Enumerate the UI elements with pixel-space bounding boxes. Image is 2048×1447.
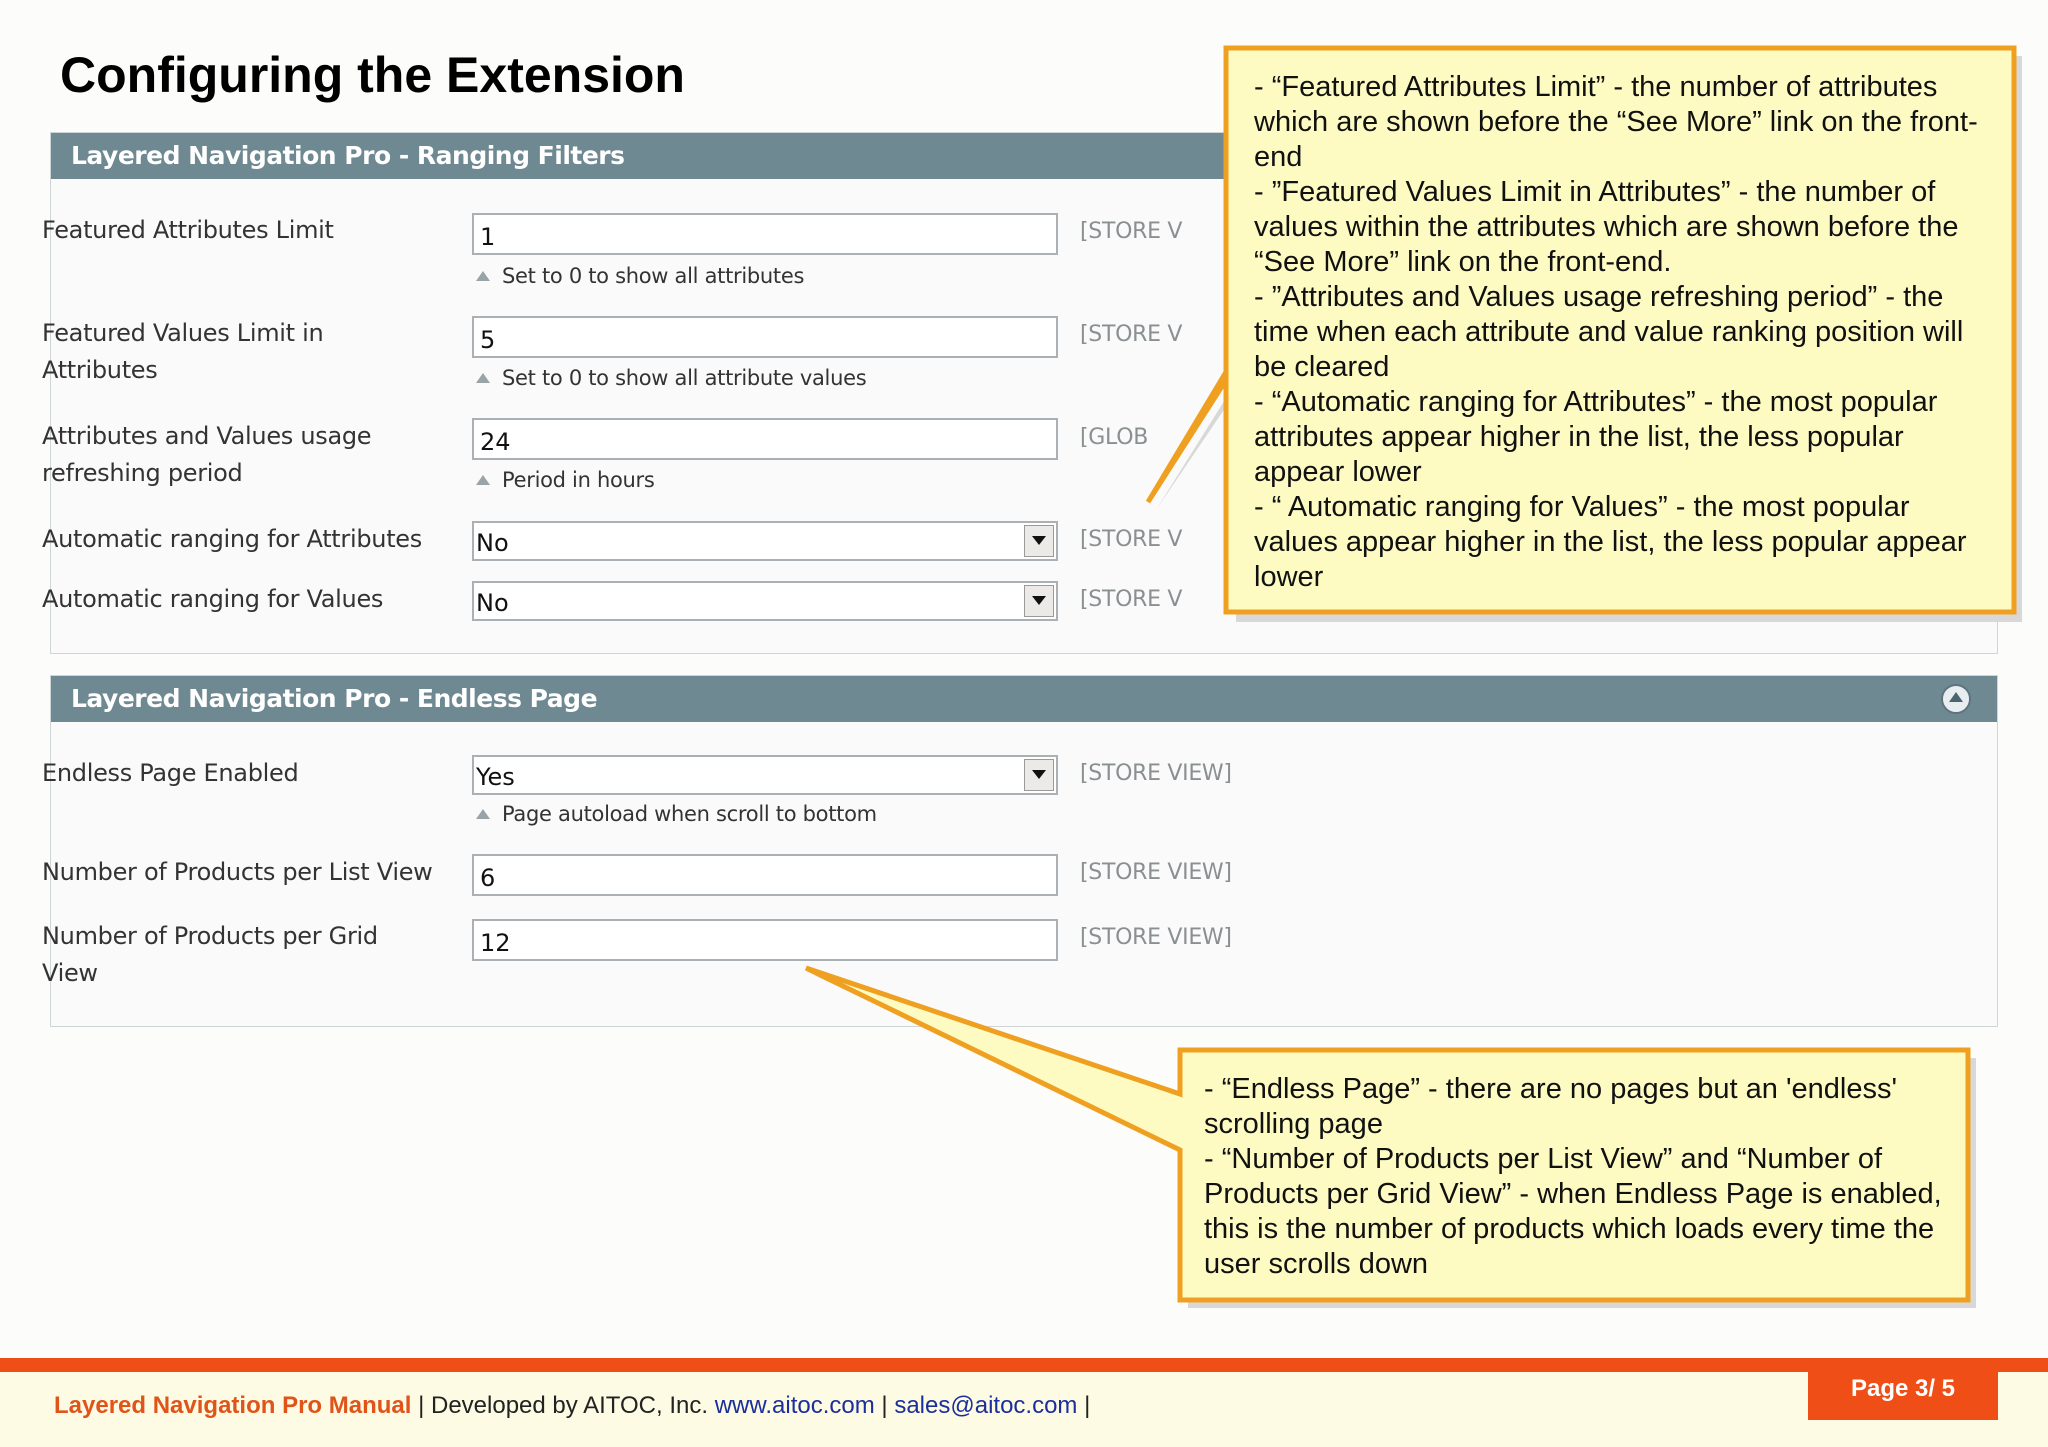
top-callout-text: - “Featured Attributes Limit” - the number of attributes which are shown before the “See More” link on the front- end - ”Featured Values Limit in Attributes” - the number of values within the attributes which are shown before the “See More” link on the front-end. - ”Attributes and Values usage refreshing period” - the time when each attribute and value ranking position will be cleared - “Automatic ranging for Attributes” - the most popular attributes appear higher in the list, the less popular appear lower - “ Automatic ranging for Values” - the most popular values appear higher in the list, the less popular appear lower xyxy=(1254,71,1978,593)
products-grid-view-label: Number of Products per Grid View xyxy=(42,922,378,987)
page-title: Configuring the Extension xyxy=(60,47,685,103)
featured-values-limit-scope: [STORE V xyxy=(1080,322,1183,347)
ranging-values-scope: [STORE V xyxy=(1080,587,1183,612)
featured-attributes-limit-label: Featured Attributes Limit xyxy=(42,216,334,244)
products-grid-view-scope: [STORE VIEW] xyxy=(1080,925,1232,950)
ranging-values-value: No xyxy=(476,589,509,617)
footer xyxy=(0,1372,2048,1447)
footer-separator: | xyxy=(874,1392,895,1419)
bottom-callout-text: - “Endless Page” - there are no pages but an 'endless' scrolling page - “Number of Products per List View” and “Number of Products per Grid View” - when Endless Page is enabled, this is the number of products which loads every time the user scrolls down xyxy=(1204,1073,1942,1280)
featured-values-limit-label: Featured Values Limit in Attributes xyxy=(42,319,324,384)
endless-page-enabled-scope: [STORE VIEW] xyxy=(1080,761,1232,786)
footer-manual-title: Layered Navigation Pro Manual xyxy=(54,1392,412,1419)
featured-attributes-limit-scope: [STORE V xyxy=(1080,219,1183,244)
refreshing-period-hint: Period in hours xyxy=(476,468,655,492)
refreshing-period-input[interactable]: 24 xyxy=(472,418,1058,460)
refreshing-period-label: Attributes and Values usage refreshing period xyxy=(42,422,372,487)
endless-page-enabled-hint: Page autoload when scroll to bottom xyxy=(476,802,877,826)
featured-attributes-limit-input[interactable]: 1 xyxy=(472,213,1058,255)
footer-developed: | Developed by AITOC, Inc. xyxy=(411,1392,715,1419)
products-list-view-label: Number of Products per List View xyxy=(42,858,433,886)
footer-email-link[interactable]: sales@aitoc.com xyxy=(894,1392,1078,1419)
featured-values-limit-input[interactable]: 5 xyxy=(472,316,1058,358)
featured-values-limit-hint: Set to 0 to show all attribute values xyxy=(476,366,866,390)
endless-page-header-label: Layered Navigation Pro - Endless Page xyxy=(71,684,598,713)
endless-page-enabled-label: Endless Page Enabled xyxy=(42,759,299,787)
refreshing-period-scope: [GLOB xyxy=(1080,425,1149,450)
ranging-filters-header[interactable]: Layered Navigation Pro - Ranging Filters xyxy=(51,133,1997,179)
page-number-badge: Page 3/ 5 xyxy=(1808,1358,1998,1420)
ranging-attributes-value: No xyxy=(476,529,509,557)
products-grid-view-input[interactable]: 12 xyxy=(472,919,1058,961)
ranging-values-label: Automatic ranging for Values xyxy=(42,585,384,613)
ranging-attributes-scope: [STORE V xyxy=(1080,527,1183,552)
ranging-attributes-label: Automatic ranging for Attributes xyxy=(42,525,422,553)
products-list-view-scope: [STORE VIEW] xyxy=(1080,860,1232,885)
footer-website-link[interactable]: www.aitoc.com xyxy=(714,1392,875,1419)
products-list-view-input[interactable]: 6 xyxy=(472,854,1058,896)
footer-end: | xyxy=(1077,1392,1091,1419)
footer-text xyxy=(54,1392,1090,1420)
featured-attributes-limit-hint: Set to 0 to show all attributes xyxy=(476,264,804,288)
endless-page-enabled-value: Yes xyxy=(476,763,515,791)
footer-accent-bar xyxy=(0,1358,2048,1372)
